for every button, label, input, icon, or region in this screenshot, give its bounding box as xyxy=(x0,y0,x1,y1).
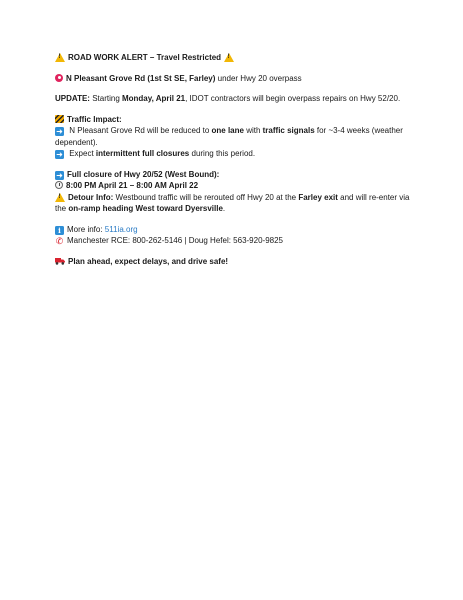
information-icon: i xyxy=(55,226,64,235)
closures-text-end: during this period. xyxy=(189,149,256,158)
right-arrow-icon: ➜ xyxy=(56,170,63,180)
detour-text-mid: and will re-enter via the xyxy=(55,192,410,213)
detour-text-start: Westbound traffic will be rerouted off Hwy 20 at the xyxy=(113,192,299,202)
alert-content xyxy=(55,52,410,276)
telephone-icon: ✆ xyxy=(55,236,64,246)
phone-numbers: Manchester RCE: 800-262-5146 | Doug Hefel: 563-920-9825 xyxy=(67,236,283,245)
update-label: UPDATE: xyxy=(55,94,90,103)
detour-onramp: on-ramp heading West toward Dyersville xyxy=(68,204,223,213)
traffic-impact-heading-text: Traffic Impact: xyxy=(67,114,122,124)
location-detail: under Hwy 20 overpass xyxy=(215,73,302,83)
more-info-line xyxy=(55,224,410,236)
right-arrow-icon: ➜ xyxy=(56,127,63,136)
lane-text-start: N Pleasant Grove Rd will be reduced to xyxy=(67,126,212,135)
closure-time: 8:00 PM April 21 – 8:00 AM April 22 xyxy=(66,181,199,190)
detour-info-line xyxy=(55,192,410,215)
location-road: N Pleasant Grove Rd (1st St SE, Farley) xyxy=(66,73,216,83)
closures-type: intermittent full closures xyxy=(95,149,190,158)
more-info-label: More info: xyxy=(67,224,105,234)
location-line xyxy=(55,73,410,85)
closures-text-start: Expect xyxy=(67,149,96,158)
lane-text-mid: with xyxy=(243,126,263,135)
lane-duration: for ~3-4 weeks (weather dependent). xyxy=(55,126,403,147)
signal-type: traffic signals xyxy=(262,126,315,135)
warning-icon xyxy=(55,193,65,202)
warning-icon xyxy=(55,53,65,62)
update-paragraph xyxy=(55,93,410,105)
update-text-start: Starting xyxy=(89,94,122,103)
full-closure-heading xyxy=(55,169,410,181)
right-arrow-icon: ➜ xyxy=(56,150,63,159)
contact-section xyxy=(55,224,410,247)
clock-icon xyxy=(55,181,63,189)
detour-text-end: . xyxy=(222,204,226,213)
traffic-impact-heading xyxy=(55,114,410,126)
alert-title-text: ROAD WORK ALERT – Travel Restricted xyxy=(68,53,222,62)
full-closure-heading-text: Full closure of Hwy 20/52 (West Bound): xyxy=(67,169,220,179)
construction-icon xyxy=(55,115,64,123)
traffic-impact-section xyxy=(55,114,410,160)
round-pushpin-icon xyxy=(55,74,63,82)
closures-line xyxy=(55,148,410,160)
closure-time-line xyxy=(55,180,410,192)
alert-title xyxy=(55,52,410,64)
update-text-end: , IDOT contractors will begin overpass repairs on Hwy 52/20. xyxy=(185,94,401,103)
closing-line xyxy=(55,256,410,268)
lane-count: one lane xyxy=(211,126,244,135)
phone-line xyxy=(55,235,410,247)
detour-label: Detour Info: xyxy=(68,192,114,202)
detour-exit: Farley exit xyxy=(298,192,338,202)
lane-reduction-line xyxy=(55,125,410,148)
closing-text: Plan ahead, expect delays, and drive safe! xyxy=(68,256,229,266)
more-info-link[interactable]: 511ia.org xyxy=(104,224,138,234)
update-date: Monday, April 21 xyxy=(121,94,186,103)
warning-icon xyxy=(224,53,234,62)
full-closure-section xyxy=(55,169,410,215)
truck-icon xyxy=(55,257,65,265)
